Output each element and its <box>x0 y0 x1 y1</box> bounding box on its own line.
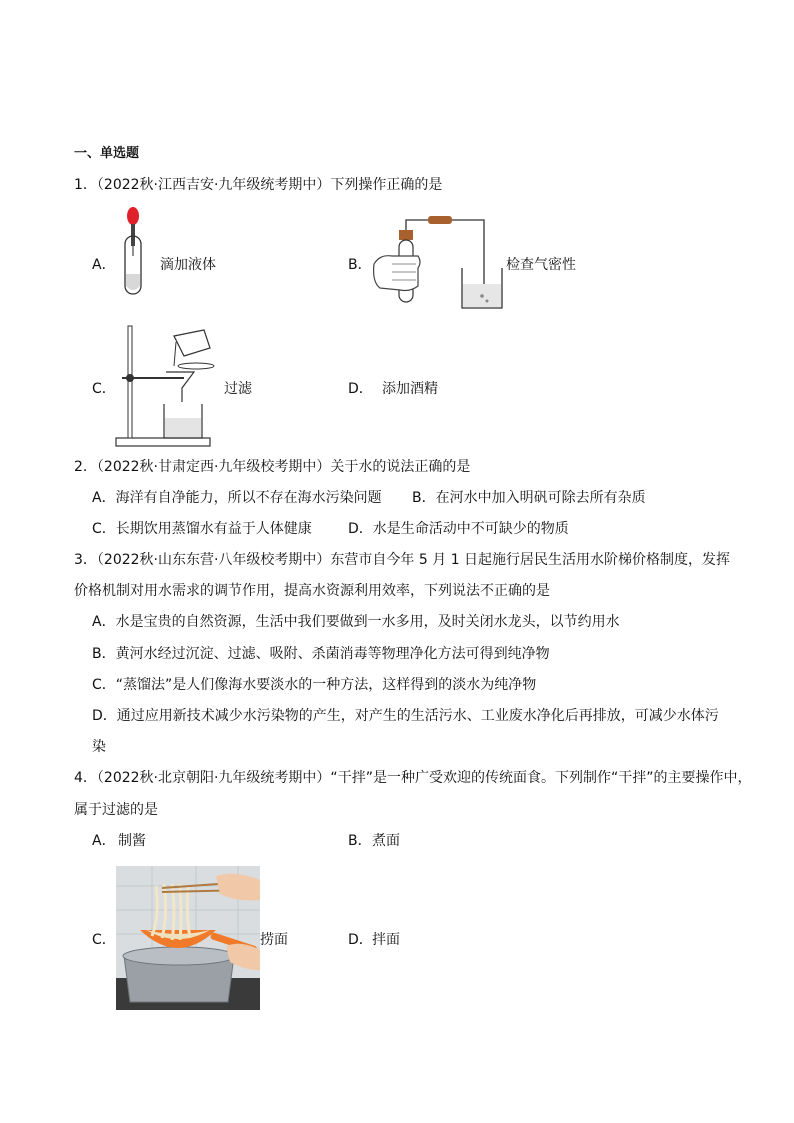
q1-option-c-text: 过滤 <box>224 381 252 397</box>
q4-option-c-text: 捞面 <box>260 932 288 948</box>
q1-option-c-letter: C． <box>92 381 116 397</box>
question-2-stem: 2．（2022秋·甘肃定西·九年级校考期中）关于水的说法正确的是 <box>74 459 471 475</box>
q3-option-d: D．通过应用新技术减少水污染物的产生，对产生的生活污水、工业废水净化后再排放，可减少水体污 <box>92 708 719 724</box>
noodle-strainer-photo <box>116 866 260 1010</box>
glass-rod <box>174 342 176 366</box>
q1-option-a-letter: A． <box>92 257 116 273</box>
airtightness-apparatus-icon <box>370 212 510 312</box>
q3-option-d-tail: 染 <box>92 739 106 755</box>
q2-option-d: D．水是生命活动中不可缺少的物质 <box>348 521 569 537</box>
q1-option-b-letter: B． <box>348 257 372 273</box>
dropper-bulb <box>127 207 139 225</box>
q1-option-a-text: 滴加液体 <box>160 257 216 273</box>
question-3-stem-line1: 3．（2022秋·山东东营·八年级校考期中）东营市自今年 5 月 1 日起施行居民生活用水阶梯价格制度，发挥 <box>74 552 731 568</box>
q3-option-a: A．水是宝贵的自然资源，生活中我们要做到一水多用，及时关闭水龙头，以节约用水 <box>92 614 620 630</box>
q4-option-d-letter: D． <box>348 932 373 948</box>
q2-option-b: B．在河水中加入明矾可除去所有杂质 <box>412 490 646 506</box>
q3-option-c: C．“蒸馏法”是人们像海水要淡水的一种方法，这样得到的淡水为纯净物 <box>92 677 537 693</box>
question-3-stem-line2: 价格机制对用水需求的调节作用，提高水资源利用效率，下列说法不正确的是 <box>74 583 550 599</box>
section-title: 一、单选题 <box>74 146 140 161</box>
q1-option-d-letter: D． <box>348 381 373 397</box>
q1-option-b-text: 检查气密性 <box>506 257 576 273</box>
question-1-stem: 1．（2022秋·江西吉安·九年级统考期中）下列操作正确的是 <box>74 177 443 193</box>
test-tube-liquid <box>126 274 140 290</box>
dropper-stem <box>131 224 135 246</box>
q4-option-b-letter: B． <box>348 833 372 849</box>
filtrate <box>165 418 201 437</box>
question-4-stem-line1: 4．（2022秋·北京朝阳·九年级统考期中）“干拌”是一种广受欢迎的传统面食。下列制作“干拌”的主要操作中， <box>74 770 752 786</box>
q2-option-a: A．海洋有自净能力，所以不存在海水污染问题 <box>92 490 382 506</box>
noodle-strainer-image <box>116 866 260 1010</box>
dropper-test-tube-icon <box>118 206 148 298</box>
hand-icon <box>374 256 420 291</box>
stand-base <box>116 438 210 446</box>
q2-option-c: C．长期饮用蒸馏水有益于人体健康 <box>92 521 312 537</box>
filter-paper <box>178 363 214 369</box>
pouring-beaker <box>174 330 210 356</box>
q4-option-d-text: 拌面 <box>372 932 400 948</box>
q4-option-a-letter: A． <box>92 833 116 849</box>
q3-option-b: B．黄河水经过沉淀、过滤、吸附、杀菌消毒等物理净化方法可得到纯净物 <box>92 646 550 662</box>
rubber-tube <box>428 216 452 224</box>
q1-option-d-text: 添加酒精 <box>382 381 438 397</box>
glass-tube-right <box>452 220 484 292</box>
funnel <box>166 372 194 402</box>
q4-option-b-text: 煮面 <box>372 833 400 849</box>
q4-option-a-text: 制酱 <box>118 833 146 849</box>
stopper <box>399 230 413 240</box>
filtration-apparatus-icon <box>114 322 224 448</box>
question-4-stem-line2: 属于过滤的是 <box>74 802 158 818</box>
q4-option-c-letter: C． <box>92 932 116 948</box>
